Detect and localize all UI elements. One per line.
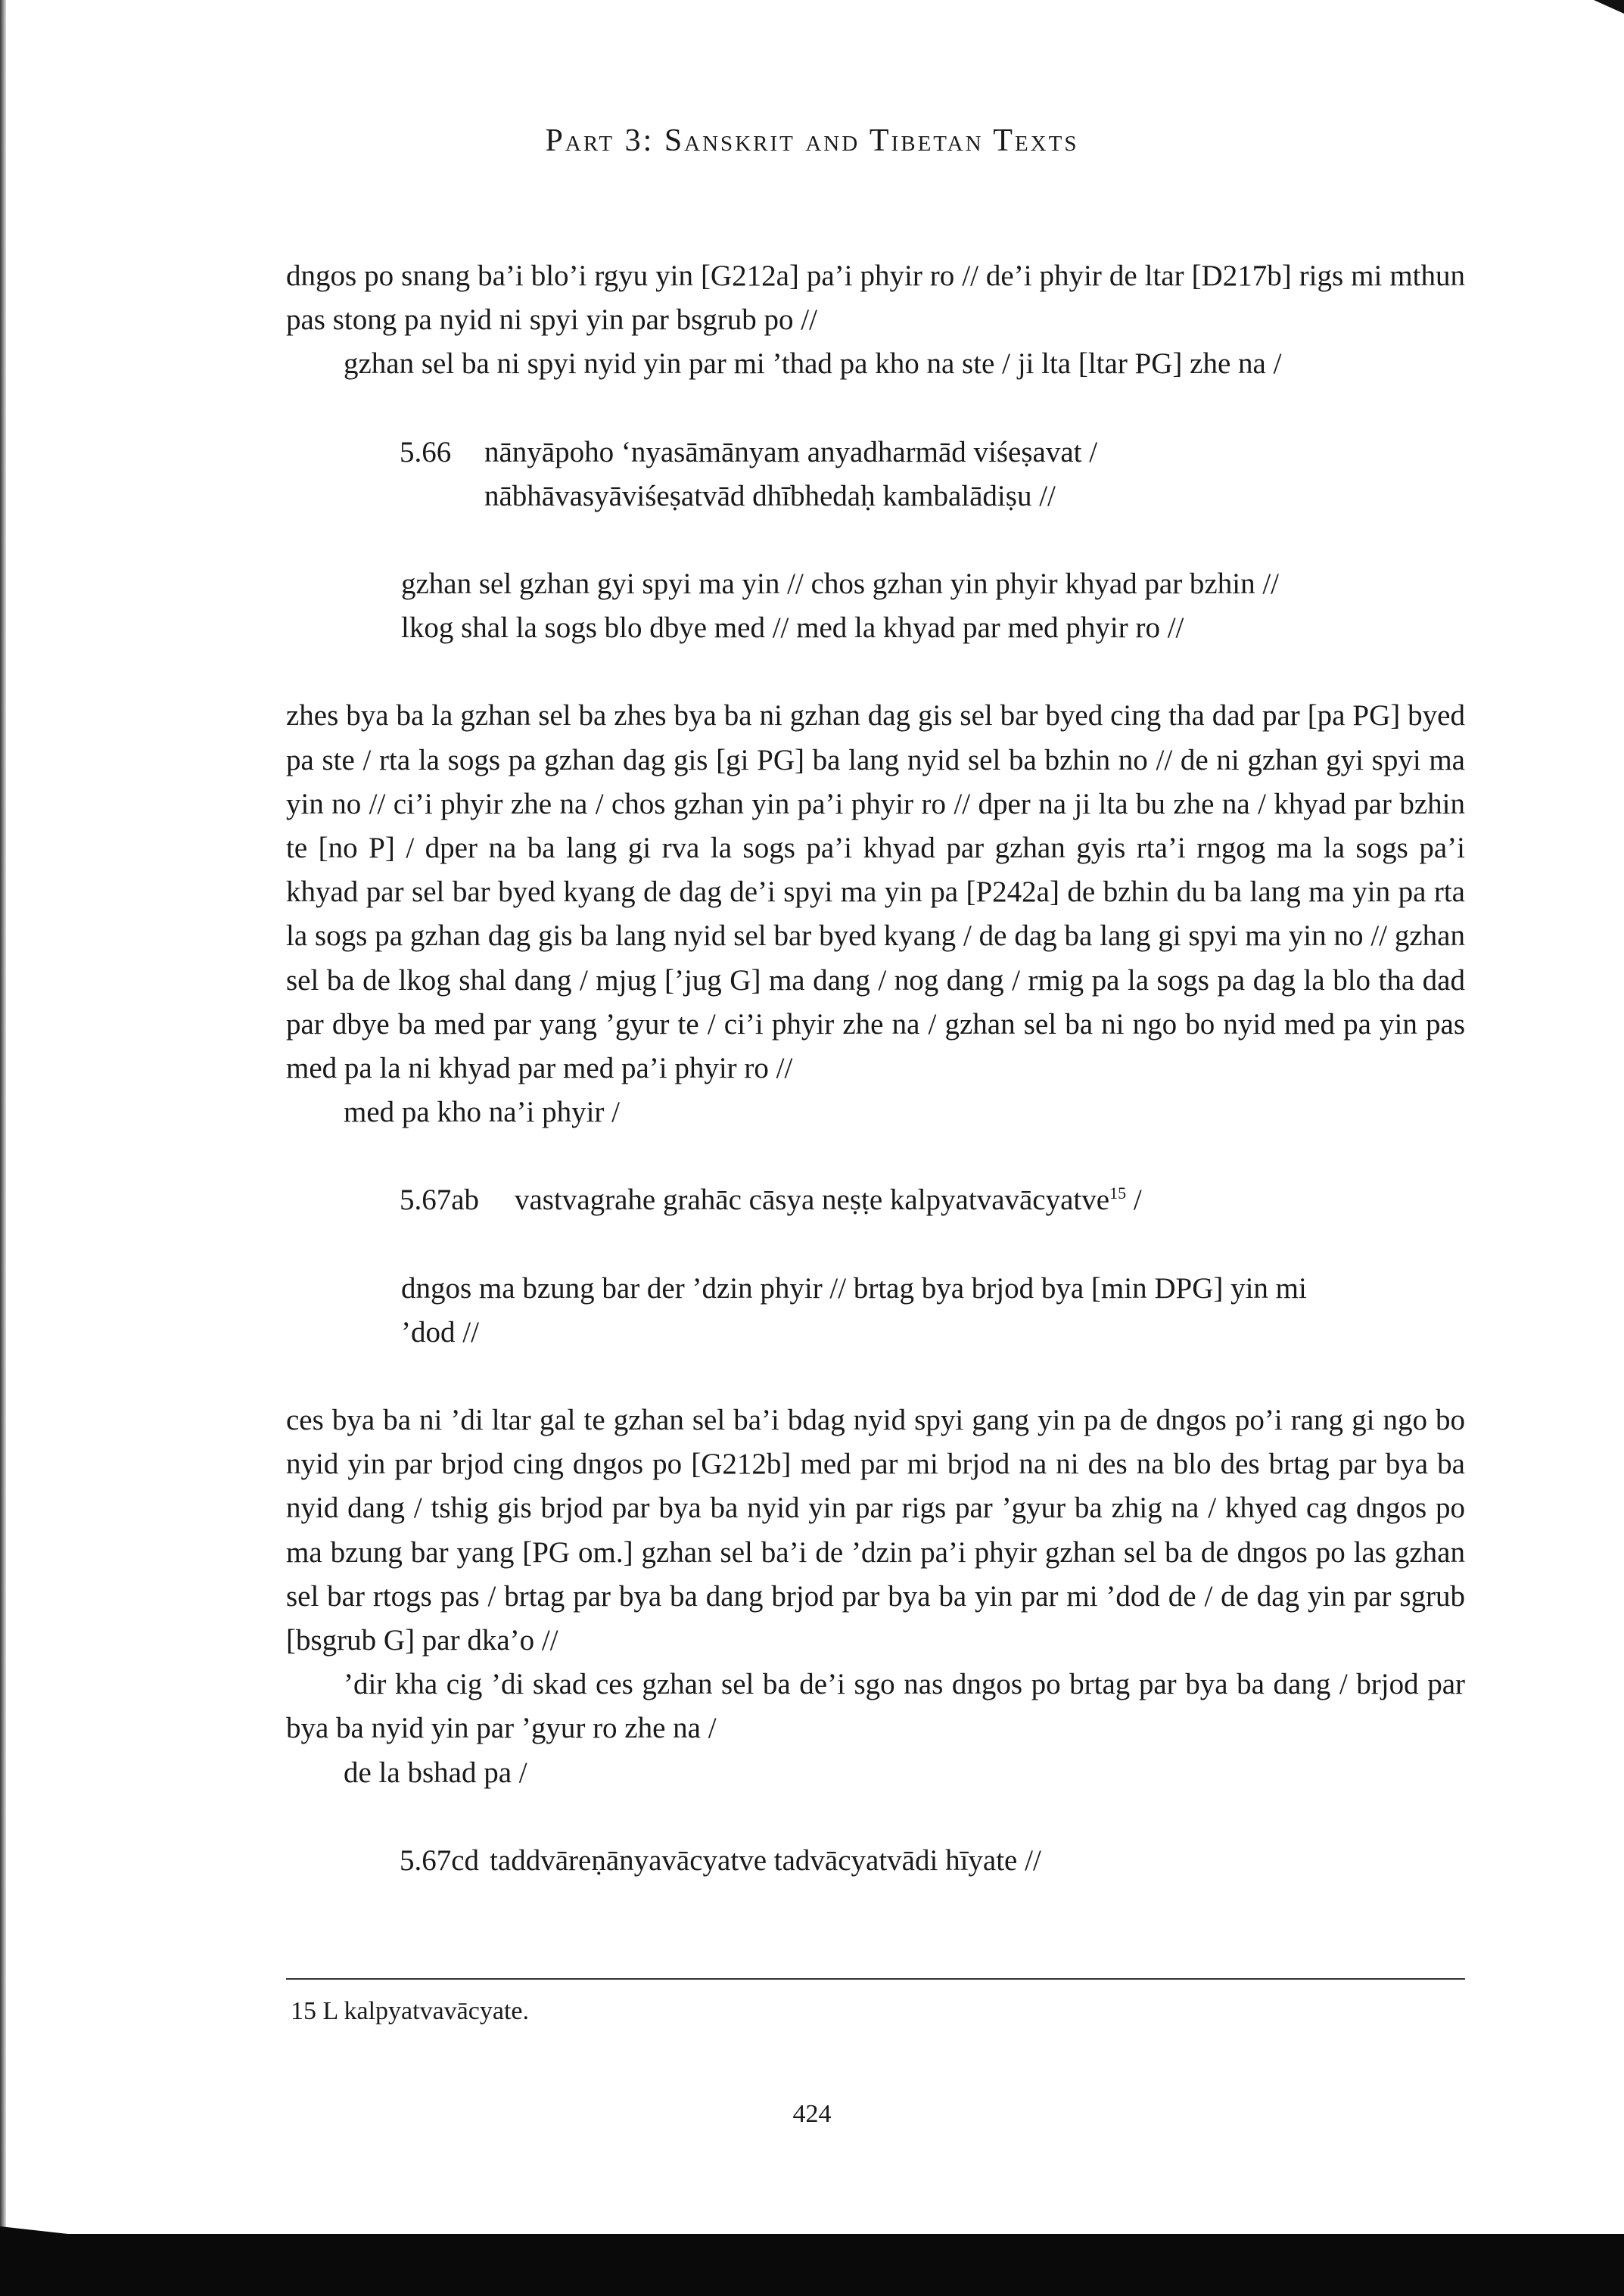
verse-line: nānyāpoho ‘nyasāmānyam anyadharmād viśeṣavat / [484,435,1098,468]
paragraph-7: de la bshad pa / [344,1756,527,1789]
verse-line: gzhan sel gzhan gyi spyi ma yin // chos gzhan yin phyir khyad par bzhin // [401,568,1280,601]
scan-top-corner [1594,0,1624,14]
paragraph-2: gzhan sel ba ni spyi nyid yin par mi ’thad pa kho na ste / ji lta [ltar PG] zhe na / [344,347,1282,381]
verse-5-67cd [400,1839,1465,1883]
paragraph-4: med pa kho na’i phyir / [344,1096,620,1129]
footnote-rule [286,1978,1465,1980]
verse-number: 5.67ab [400,1184,480,1217]
page-number: 424 [792,2100,832,2128]
paragraph-5: ces bya ba ni ’di ltar gal te gzhan sel ba’i bdag nyid spyi gang yin pa de dngos po’i rang gi ngo bo nyid yin par brjod cing dngos po [G212b] med par mi brjod na ni des na blo des brtag par bya ba nyid dang / tshig gis brjod par bya ba nyid yin par rigs par ’gyur ba zhig na / khyed cag dngos po ma bzung bar yang [PG om.] gzhan sel ba’i de ’dzin pa’i phyir gzhan sel ba de dngos po las gzhan sel bar rtogs pas / brtag par bya ba dang brjod par bya ba yin par mi ’dod de / de dag yin par sgrub [bsgrub G] par dka’o // [286,1404,1465,1657]
verse-line: taddvāreṇānyavācyatve tadvācyatvādi hīyate // [490,1843,1041,1877]
footnote-15: 15 L kalpyatvavācyate. [291,1997,529,2025]
verse-line: dngos ma bzung bar der ’dzin phyir // brtag bya brjod bya [min DPG] yin mi [401,1271,1307,1305]
running-head: Part 3: Sanskrit and Tibetan Texts [545,123,1079,158]
scan-bottom-bar [0,2234,1624,2296]
verse-line: ’dod // [401,1315,479,1349]
verse-line: lkog shal la sogs blo dbye med // med la khyad par med phyir ro // [401,611,1184,645]
paragraph-1: dngos po snang ba’i blo’i rgyu yin [G212a] pa’i phyir ro // de’i phyir de ltar [D217b] rigs mi mthun pas stong pa nyid ni spyi yin par bsgrub po // [286,260,1465,337]
verse-number: 5.66 [400,435,452,468]
verse-line: vastvagrahe grahāc cāsya neṣṭe kalpyatvavācyatve [515,1184,1110,1217]
verse-end: / [1126,1184,1142,1217]
paragraph-3: zhes bya ba la gzhan sel ba zhes bya ba ni gzhan dag gis sel bar byed cing tha dad par [pa PG] byed pa ste / rta la sogs pa gzhan dag gis [gi PG] ba lang nyid sel ba bzhin no // de ni gzhan gyi spyi ma yin no // ci’i phyir zhe na / chos gzhan yin pa’i phyir ro // dper na ji lta bu zhe na / khyad par bzhin te [no P] / dper na ba lang gi rva la sogs pa’i khyad par gzhan gyis rta’i rngog ma la sogs pa’i khyad par sel bar byed kyang de dag de’i spyi ma yin pa [P242a] de bzhin du ba lang ma yin pa rta la sogs pa gzhan dag gis ba lang nyid sel bar byed kyang / de dag ba lang gi spyi ma yin no // gzhan sel ba de lkog shal dang / mjug [’jug G] ma dang / nog dang / rmig pa la sogs pa dag la blo tha dad par dbye ba med par yang ’gyur te / ci’i phyir zhe na / gzhan sel ba ni ngo bo nyid med pa yin pas med pa la ni khyad par med pa’i phyir ro // [286,699,1465,1085]
paragraph-6: ’dir kha cig ’di skad ces gzhan sel ba de’i sgo nas dngos po brtag par bya ba dang / brjod par bya ba nyid yin par ’gyur ro zhe na / [286,1668,1465,1745]
main-text [286,254,1465,1927]
verse-5-66 [400,431,1465,518]
verse-line: nābhāvasyāviśeṣatvād dhībhedaḥ kambalādiṣu // [484,479,1056,512]
tibetan-verse-5-66 [401,562,1465,650]
scan-left-edge [0,0,6,2232]
verse-number: 5.67cd [400,1843,480,1877]
footnote-reference[interactable]: 15 [1109,1184,1127,1203]
verse-5-67ab [400,1178,1465,1222]
tibetan-verse-5-67ab [401,1267,1465,1355]
